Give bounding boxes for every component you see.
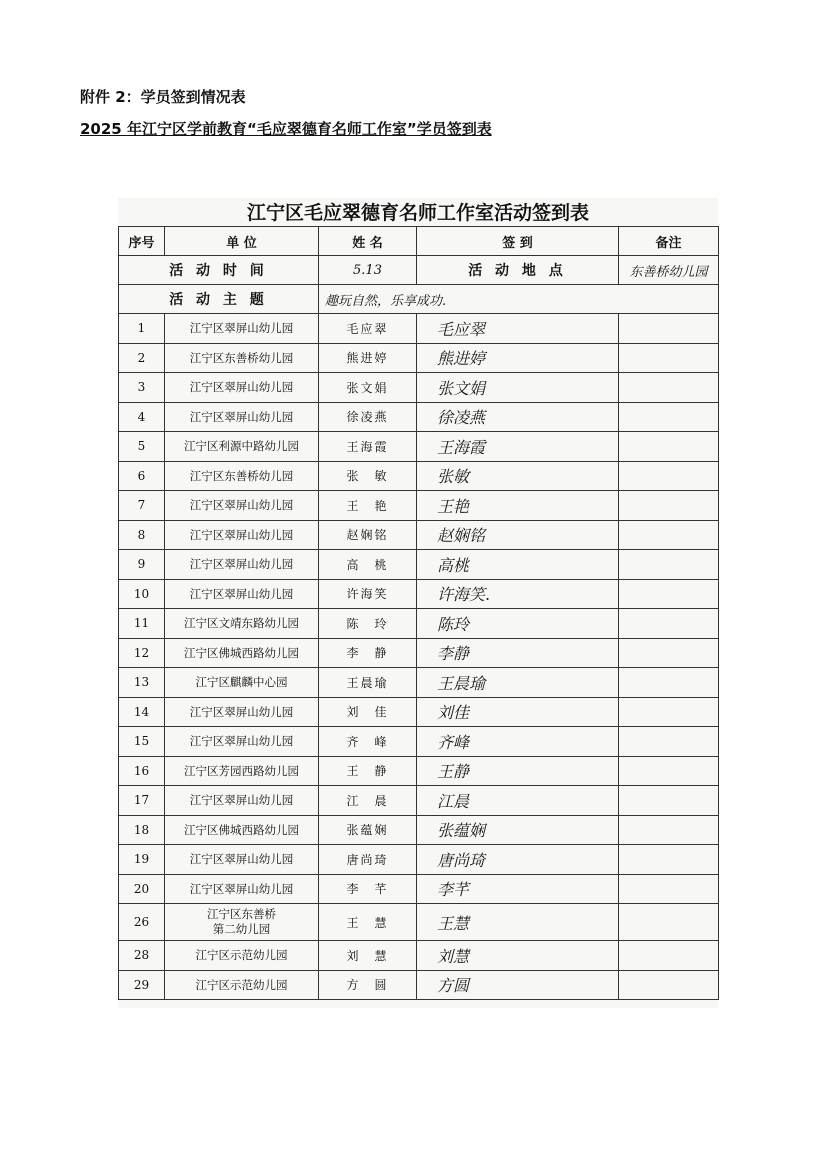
- time-label: 活 动 时 间: [119, 256, 319, 285]
- row-name: 王 静: [319, 756, 417, 786]
- col-header-name: 姓 名: [319, 227, 417, 256]
- row-name: 毛应翠: [319, 314, 417, 344]
- table-row: [119, 697, 719, 727]
- row-remark: [619, 432, 719, 462]
- row-unit: 江宁区佛城西路幼儿园: [165, 815, 319, 845]
- row-name: 王晨瑜: [319, 668, 417, 698]
- row-unit: 江宁区翠屏山幼儿园: [165, 874, 319, 904]
- row-unit: 江宁区佛城西路幼儿园: [165, 638, 319, 668]
- row-remark: [619, 815, 719, 845]
- row-remark: [619, 697, 719, 727]
- row-number: 6: [119, 461, 165, 491]
- row-number: 29: [119, 970, 165, 1000]
- place-label: 活 动 地 点: [417, 256, 619, 285]
- col-header-unit: 单 位: [165, 227, 319, 256]
- row-number: 16: [119, 756, 165, 786]
- row-number: 19: [119, 845, 165, 875]
- row-unit: 江宁区翠屏山幼儿园: [165, 491, 319, 521]
- table-row: [119, 638, 719, 668]
- row-remark: [619, 402, 719, 432]
- row-remark: [619, 491, 719, 521]
- row-unit: 江宁区示范幼儿园: [165, 970, 319, 1000]
- row-name: 李 静: [319, 638, 417, 668]
- row-remark: [619, 579, 719, 609]
- row-number: 13: [119, 668, 165, 698]
- row-signature: 王艳: [417, 491, 619, 521]
- sign-in-table: [118, 226, 719, 1000]
- row-signature: 赵娴铭: [417, 520, 619, 550]
- row-name: 张文娟: [319, 373, 417, 403]
- attachment-label: 附件 2：学员签到情况表: [80, 88, 246, 106]
- table-row: [119, 727, 719, 757]
- row-name: 高 桃: [319, 550, 417, 580]
- row-signature: 王晨瑜: [417, 668, 619, 698]
- row-signature: 高桃: [417, 550, 619, 580]
- attendee-rows: [119, 314, 719, 1000]
- table-row: [119, 815, 719, 845]
- row-signature: 江晨: [417, 786, 619, 816]
- row-signature: 刘慧: [417, 941, 619, 971]
- col-header-sign: 签 到: [417, 227, 619, 256]
- row-signature: 李静: [417, 638, 619, 668]
- row-name: 王 慧: [319, 904, 417, 941]
- row-signature: 许海笑.: [417, 579, 619, 609]
- theme-value: 趣玩自然，乐享成功.: [319, 285, 719, 314]
- row-remark: [619, 904, 719, 941]
- row-number: 17: [119, 786, 165, 816]
- row-number: 7: [119, 491, 165, 521]
- theme-label: 活 动 主 题: [119, 285, 319, 314]
- document-title: 2025 年江宁区学前教育“毛应翠德育名师工作室”学员签到表: [80, 120, 492, 138]
- row-unit: 江宁区芳园西路幼儿园: [165, 756, 319, 786]
- table-row: [119, 402, 719, 432]
- table-row: [119, 491, 719, 521]
- row-number: 12: [119, 638, 165, 668]
- row-name: 陈 玲: [319, 609, 417, 639]
- table-row: [119, 314, 719, 344]
- row-unit: 江宁区东善桥幼儿园: [165, 461, 319, 491]
- row-signature: 王海霞: [417, 432, 619, 462]
- row-signature: 熊进婷: [417, 343, 619, 373]
- row-number: 3: [119, 373, 165, 403]
- row-signature: 陈玲: [417, 609, 619, 639]
- table-row: [119, 786, 719, 816]
- row-name: 王海霞: [319, 432, 417, 462]
- table-row: [119, 579, 719, 609]
- row-signature: 张蕴娴: [417, 815, 619, 845]
- table-row: [119, 343, 719, 373]
- row-remark: [619, 941, 719, 971]
- row-unit: 江宁区翠屏山幼儿园: [165, 579, 319, 609]
- row-remark: [619, 343, 719, 373]
- table-row: [119, 845, 719, 875]
- row-unit: 江宁区翠屏山幼儿园: [165, 402, 319, 432]
- row-remark: [619, 550, 719, 580]
- row-name: 李 芊: [319, 874, 417, 904]
- table-row: [119, 756, 719, 786]
- row-unit: 江宁区麒麟中心园: [165, 668, 319, 698]
- row-unit: 江宁区翠屏山幼儿园: [165, 727, 319, 757]
- row-unit: 江宁区翠屏山幼儿园: [165, 845, 319, 875]
- row-signature: 毛应翠: [417, 314, 619, 344]
- row-number: 5: [119, 432, 165, 462]
- row-unit: 江宁区翠屏山幼儿园: [165, 314, 319, 344]
- row-number: 18: [119, 815, 165, 845]
- row-name: 王 艳: [319, 491, 417, 521]
- row-unit: 江宁区翠屏山幼儿园: [165, 373, 319, 403]
- row-name: 刘 慧: [319, 941, 417, 971]
- row-signature: 李芊: [417, 874, 619, 904]
- row-remark: [619, 756, 719, 786]
- sheet-title: 江宁区毛应翠德育名师工作室活动签到表: [246, 202, 589, 224]
- column-header-row: [119, 227, 719, 256]
- row-number: 28: [119, 941, 165, 971]
- row-unit: 江宁区翠屏山幼儿园: [165, 550, 319, 580]
- row-unit: 江宁区利源中路幼儿园: [165, 432, 319, 462]
- row-remark: [619, 727, 719, 757]
- row-remark: [619, 845, 719, 875]
- row-unit: 江宁区示范幼儿园: [165, 941, 319, 971]
- row-number: 15: [119, 727, 165, 757]
- row-unit: 江宁区文靖东路幼儿园: [165, 609, 319, 639]
- row-number: 1: [119, 314, 165, 344]
- row-number: 9: [119, 550, 165, 580]
- table-row: [119, 668, 719, 698]
- col-header-remark: 备注: [619, 227, 719, 256]
- time-value: 5.13: [319, 256, 417, 285]
- col-header-no: 序号: [119, 227, 165, 256]
- row-signature: 王静: [417, 756, 619, 786]
- row-number: 26: [119, 904, 165, 941]
- row-remark: [619, 668, 719, 698]
- table-row: [119, 550, 719, 580]
- row-name: 唐尚琦: [319, 845, 417, 875]
- row-signature: 张文娟: [417, 373, 619, 403]
- row-number: 11: [119, 609, 165, 639]
- row-name: 方 圆: [319, 970, 417, 1000]
- row-name: 刘 佳: [319, 697, 417, 727]
- activity-time-row: [119, 256, 719, 285]
- row-remark: [619, 638, 719, 668]
- row-signature: 齐峰: [417, 727, 619, 757]
- row-signature: 徐凌燕: [417, 402, 619, 432]
- row-remark: [619, 970, 719, 1000]
- row-number: 4: [119, 402, 165, 432]
- row-remark: [619, 461, 719, 491]
- table-row: [119, 461, 719, 491]
- row-remark: [619, 373, 719, 403]
- row-name: 江 晨: [319, 786, 417, 816]
- table-row: [119, 941, 719, 971]
- row-unit: 江宁区翠屏山幼儿园: [165, 520, 319, 550]
- row-signature: 王慧: [417, 904, 619, 941]
- row-unit: 江宁区东善桥 第二幼儿园: [165, 904, 319, 941]
- row-remark: [619, 786, 719, 816]
- table-row: [119, 970, 719, 1000]
- table-row: [119, 373, 719, 403]
- row-signature: 方圆: [417, 970, 619, 1000]
- activity-theme-row: [119, 285, 719, 314]
- row-name: 徐凌燕: [319, 402, 417, 432]
- row-number: 10: [119, 579, 165, 609]
- sign-in-sheet: [118, 198, 718, 1008]
- row-unit: 江宁区翠屏山幼儿园: [165, 786, 319, 816]
- row-name: 许海笑: [319, 579, 417, 609]
- row-name: 张 敏: [319, 461, 417, 491]
- row-number: 20: [119, 874, 165, 904]
- table-row: [119, 874, 719, 904]
- table-row: [119, 520, 719, 550]
- row-name: 熊进婷: [319, 343, 417, 373]
- row-number: 2: [119, 343, 165, 373]
- row-signature: 唐尚琦: [417, 845, 619, 875]
- row-remark: [619, 874, 719, 904]
- table-row: [119, 904, 719, 941]
- row-number: 8: [119, 520, 165, 550]
- row-number: 14: [119, 697, 165, 727]
- place-value: 东善桥幼儿园: [619, 256, 719, 285]
- row-unit: 江宁区翠屏山幼儿园: [165, 697, 319, 727]
- row-remark: [619, 609, 719, 639]
- row-remark: [619, 520, 719, 550]
- row-signature: 张敏: [417, 461, 619, 491]
- row-signature: 刘佳: [417, 697, 619, 727]
- row-remark: [619, 314, 719, 344]
- row-unit: 江宁区东善桥幼儿园: [165, 343, 319, 373]
- table-row: [119, 609, 719, 639]
- row-name: 张蕴娴: [319, 815, 417, 845]
- row-name: 赵娴铭: [319, 520, 417, 550]
- row-name: 齐 峰: [319, 727, 417, 757]
- table-row: [119, 432, 719, 462]
